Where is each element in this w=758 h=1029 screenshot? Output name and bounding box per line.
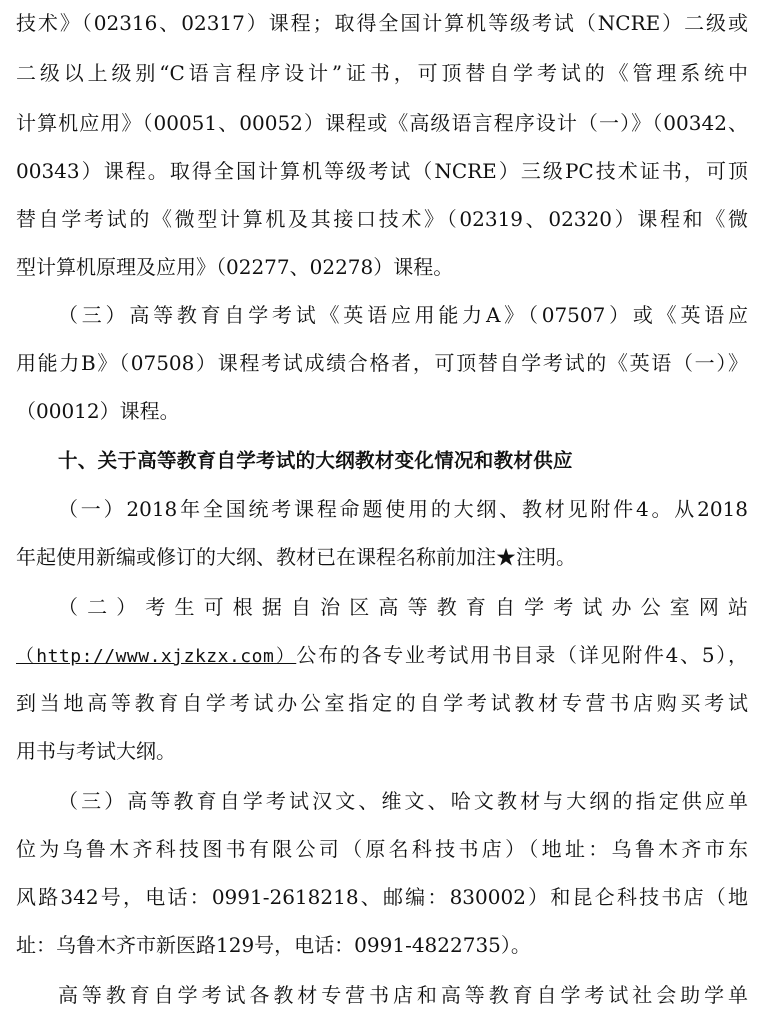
paragraph-line: 二级以上级别“C语言程序设计”证书，可顶替自学考试的《管理系统中 [16,61,748,85]
paragraph-line: （三）高等教育自学考试汉文、维文、哈文教材与大纲的指定供应单 [58,789,748,813]
paragraph-line: 型计算机原理及应用》（02277、02278）课程。 [16,255,454,279]
website-link[interactable]: （http://www.xjzkzx.com） [16,646,297,667]
paragraph-line: 用书与考试大纲。 [16,739,176,763]
paragraph-line: 技术》（02316、02317）课程；取得全国计算机等级考试（NCRE）二级或 [16,11,748,35]
paragraph-line-text: 公布的各专业考试用书目录（详见附件4、5）， [296,643,748,667]
paragraph-line: 风路342号，电话：0991-2618218、邮编：830002）和昆仑科技书店（地 [16,885,748,909]
paragraph-line: （一）2018年全国统考课程命题使用的大纲、教材见附件4。从2018 [58,497,748,521]
paragraph-line: 址：乌鲁木齐市新医路129号，电话：0991-4822735）。 [16,933,531,957]
paragraph-line: 用能力B》（07508）课程考试成绩合格者，可顶替自学考试的《英语（一）》 [16,351,748,375]
paragraph-line: 计算机应用》（00051、00052）课程或《高级语言程序设计（一）》（00342、 [16,111,748,135]
paragraph-line: （00012）课程。 [16,399,180,423]
paragraph-line: 00343）课程。取得全国计算机等级考试（NCRE）三级PC技术证书，可顶 [16,159,748,183]
paragraph-line: （三）高等教育自学考试《英语应用能力A》（07507）或《英语应 [58,303,748,327]
paragraph-line: 替自学考试的《微型计算机及其接口技术》（02319、02320）课程和《微 [16,207,748,231]
paragraph-line: 位为乌鲁木齐科技图书有限公司（原名科技书店）（地址：乌鲁木齐市东 [16,837,748,861]
paragraph-line: （二）考生可根据自治区高等教育自学考试办公室网站 [58,595,748,619]
paragraph-line: 高等教育自学考试各教材专营书店和高等教育自学考试社会助学单 [58,983,748,1007]
paragraph-line: 年起使用新编或修订的大纲、教材已在课程名称前加注★注明。 [16,545,576,569]
section-heading: 十、关于高等教育自学考试的大纲教材变化情况和教材供应 [58,449,573,472]
paragraph-line: 到当地高等教育自学考试办公室指定的自学考试教材专营书店购买考试 [16,691,748,715]
paragraph-line [16,638,748,672]
